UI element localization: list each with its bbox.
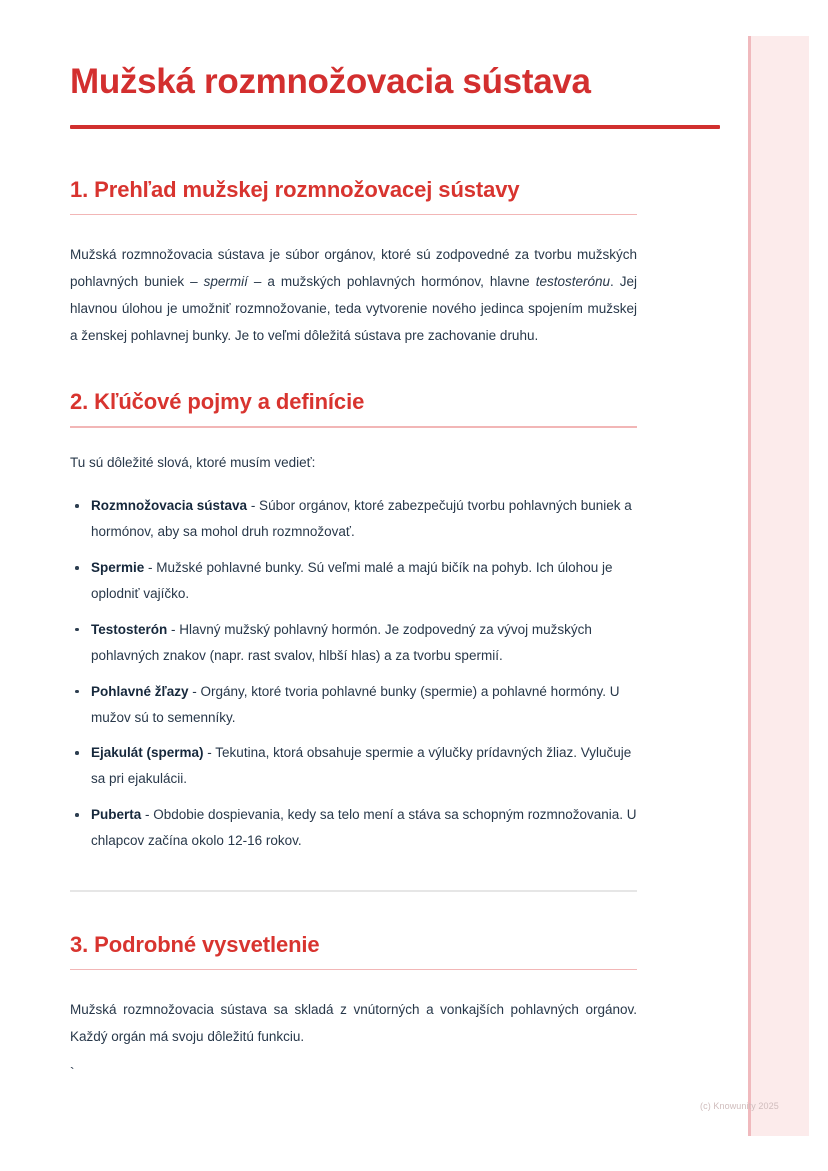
decorative-side-stripe — [748, 36, 809, 1136]
section-heading-2: 2. Kľúčové pojmy a definície — [70, 389, 365, 415]
page-title: Mužská rozmnožovacia sústava — [70, 62, 591, 101]
section-heading-1: 1. Prehľad mužskej rozmnožovacej sústavy — [70, 176, 520, 202]
term-definition: - Súbor orgánov, ktoré zabezpečujú tvorbu pohlavných buniek a hormónov, aby sa mohol druh rozmnožovať. — [91, 498, 632, 540]
section-detailed-explanation — [70, 932, 637, 1080]
paragraph-text-part-2: – a mužských pohlavných hormónov, hlavne — [247, 274, 536, 290]
term-definition: - Obdobie dospievania, kedy sa telo mení a stáva sa schopným rozmnožovania. U chlapcov začína okolo 12-16 rokov. — [91, 807, 637, 849]
term-definition: - Tekutina, ktorá obsahuje spermie a výlučky prídavných žliaz. Vylučuje sa pri ejakulácii. — [91, 745, 632, 787]
list-item — [70, 802, 637, 854]
paragraph-text-part-1: Mužská rozmnožovacia sústava je súbor orgánov, ktoré sú zodpovedné za tvorbu mužských pohlavných buniek – — [70, 247, 637, 290]
section-key-terms — [70, 389, 637, 854]
term-definition: - Orgány, ktoré tvoria pohlavné bunky (spermie) a pohlavné hormóny. U mužov sú to semenníky. — [91, 683, 620, 725]
section-heading-3: 3. Podrobné vysvetlenie — [70, 931, 320, 957]
list-item — [70, 740, 637, 792]
section-1-paragraph — [70, 241, 637, 349]
list-item — [70, 679, 637, 731]
term-label: Pohlavné žľazy — [91, 683, 189, 699]
list-item — [70, 617, 637, 669]
term-definition: - Mužské pohlavné bunky. Sú veľmi malé a majú bičík na pohyb. Ich úlohou je oplodniť vajíčko. — [91, 560, 613, 601]
term-testosteronu-italic: testosterónu — [535, 274, 610, 290]
term-label: Rozmnožovacia sústava — [91, 498, 248, 514]
term-label: Ejakulát (sperma) — [91, 745, 204, 761]
term-label: Spermie — [91, 560, 145, 576]
list-item — [70, 555, 637, 607]
paragraph-text-part-3: . Jej hlavnou úlohou je umožniť rozmnožovanie, teda vytvorenie nového jedinca spojením mužskej a ženskej pohlavnej bunky. Je to veľmi dôležitá sústava pre zachovanie druhu. — [70, 274, 637, 344]
term-label: Testosterón — [91, 621, 168, 637]
term-label: Puberta — [91, 807, 142, 823]
term-definition: - Hlavný mužský pohlavný hormón. Je zodpovedný za vývoj mužských pohlavných znakov (napr. rast svalov, hlbší hlas) a za tvorbu spermií. — [91, 621, 592, 663]
section-3-paragraph: Mužská rozmnožovacia sústava sa skladá z vnútorných a vonkajších pohlavných orgánov. Každý orgán má svoju dôležitú funkciu. — [70, 1002, 637, 1045]
key-terms-lead-in: Tu sú dôležité slová, ktoré musím vedieť: — [70, 454, 316, 470]
key-terms-list — [70, 493, 637, 854]
list-item — [70, 493, 637, 545]
stray-backtick-mark: ` — [70, 1065, 75, 1081]
copyright-watermark: (c) Knowunity 2025 — [700, 1101, 779, 1111]
document-content — [70, 62, 637, 1080]
section-overview — [70, 177, 637, 350]
term-spermii-italic: spermií — [203, 274, 248, 290]
